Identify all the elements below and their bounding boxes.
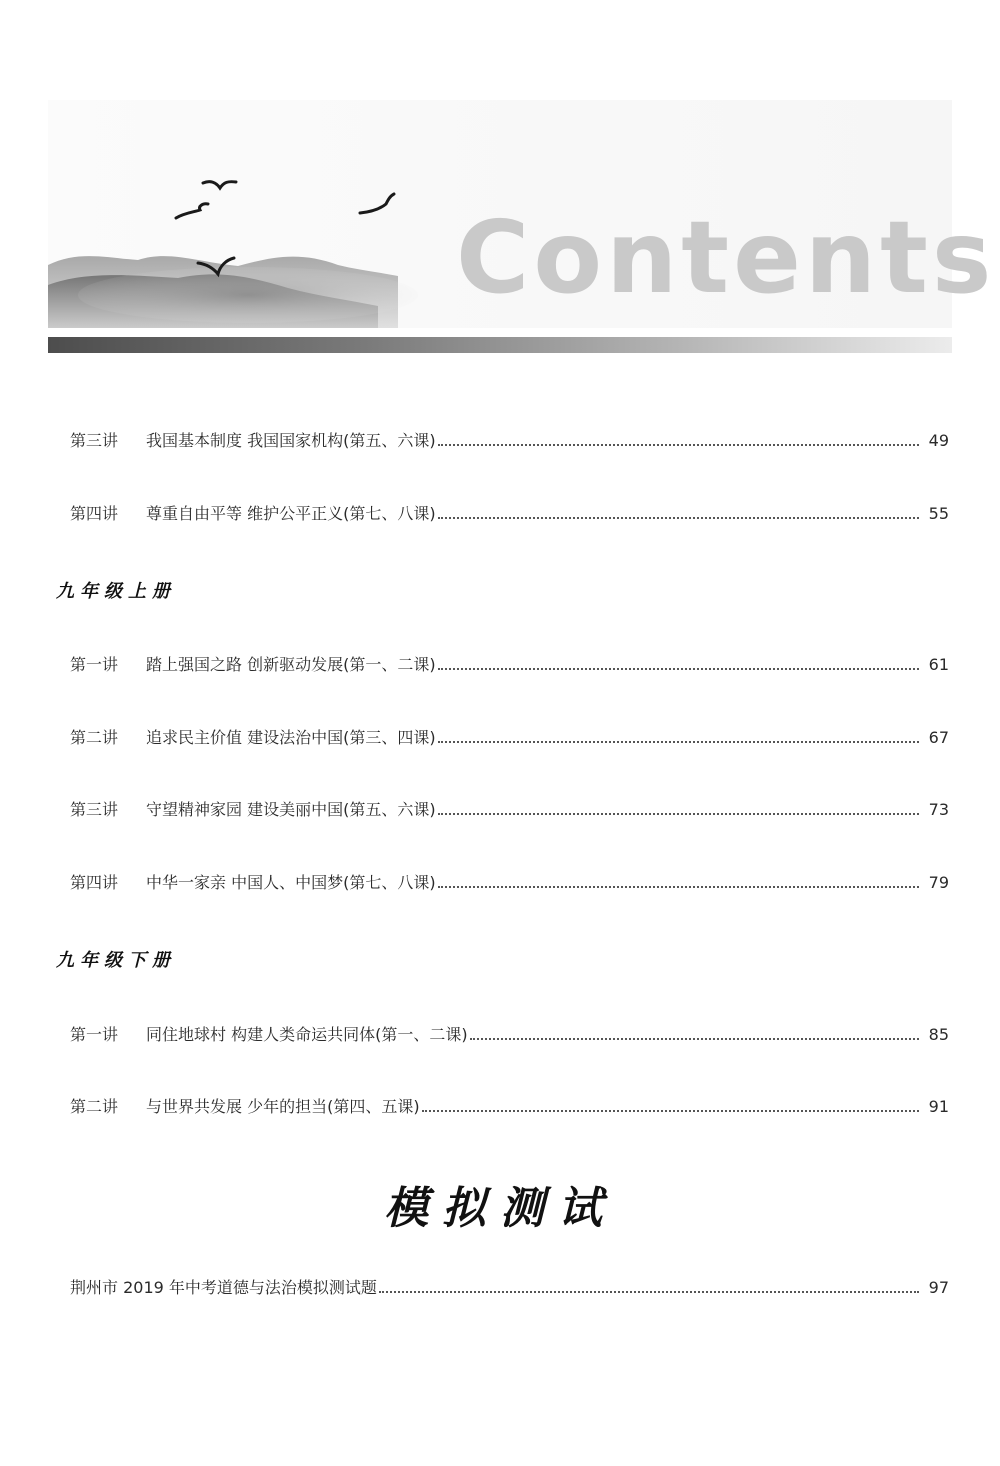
lesson-title: 尊重自由平等 维护公平正义(第七、八课) xyxy=(146,504,436,523)
lesson-title: 踏上强国之路 创新驱动发展(第一、二课) xyxy=(146,655,436,674)
toc-entry[interactable] xyxy=(70,652,949,678)
page-number: 73 xyxy=(928,800,949,819)
lesson-number: 第一讲 xyxy=(70,1025,119,1044)
toc-entry[interactable] xyxy=(70,797,949,823)
lesson-title: 同住地球村 构建人类命运共同体(第一、二课) xyxy=(146,1025,468,1044)
exam-title: 荆州市 2019 年中考道德与法治模拟测试题 xyxy=(70,1278,377,1297)
lesson-number: 第二讲 xyxy=(70,728,119,747)
lesson-number: 第三讲 xyxy=(70,431,119,450)
mock-exam-heading: 模拟测试 xyxy=(384,1183,616,1234)
lesson-title: 中华一家亲 中国人、中国梦(第七、八课) xyxy=(146,873,436,892)
dot-leader xyxy=(379,1291,919,1293)
page-number: 85 xyxy=(928,1025,949,1044)
dot-leader xyxy=(438,668,919,670)
page-number: 67 xyxy=(928,728,949,747)
lesson-number: 第一讲 xyxy=(70,655,119,674)
dot-leader xyxy=(422,1110,919,1112)
dot-leader xyxy=(438,517,919,519)
page-number: 61 xyxy=(928,655,949,674)
toc-entry[interactable] xyxy=(70,428,949,454)
lesson-title: 追求民主价值 建设法治中国(第三、四课) xyxy=(146,728,436,747)
section-heading: 九年级下册 xyxy=(56,950,176,971)
lesson-title: 我国基本制度 我国国家机构(第五、六课) xyxy=(146,431,436,450)
toc-entry[interactable] xyxy=(70,1094,949,1120)
page-number: 91 xyxy=(928,1097,949,1116)
lesson-title: 守望精神家园 建设美丽中国(第五、六课) xyxy=(146,800,436,819)
contents-banner xyxy=(48,100,996,328)
lesson-number: 第三讲 xyxy=(70,800,119,819)
toc-entry[interactable] xyxy=(70,725,949,751)
page-number: 97 xyxy=(928,1278,949,1297)
lesson-number: 第四讲 xyxy=(70,504,119,523)
lesson-number: 第四讲 xyxy=(70,873,119,892)
dot-leader xyxy=(438,741,919,743)
dot-leader xyxy=(470,1038,919,1040)
page-number: 49 xyxy=(928,431,949,450)
gradient-divider xyxy=(48,337,952,353)
dot-leader xyxy=(438,813,919,815)
toc-entry[interactable] xyxy=(70,870,949,896)
lesson-number: 第二讲 xyxy=(70,1097,119,1116)
dot-leader xyxy=(438,444,919,446)
page-number: 55 xyxy=(928,504,949,523)
section-heading: 九年级上册 xyxy=(56,581,176,602)
toc-entry[interactable] xyxy=(70,1275,949,1301)
page-number: 79 xyxy=(928,873,949,892)
toc-entry[interactable] xyxy=(70,501,949,527)
lesson-title: 与世界共发展 少年的担当(第四、五课) xyxy=(146,1097,420,1116)
toc-entry[interactable] xyxy=(70,1022,949,1048)
contents-heading: Contents xyxy=(456,199,996,316)
dot-leader xyxy=(438,886,919,888)
